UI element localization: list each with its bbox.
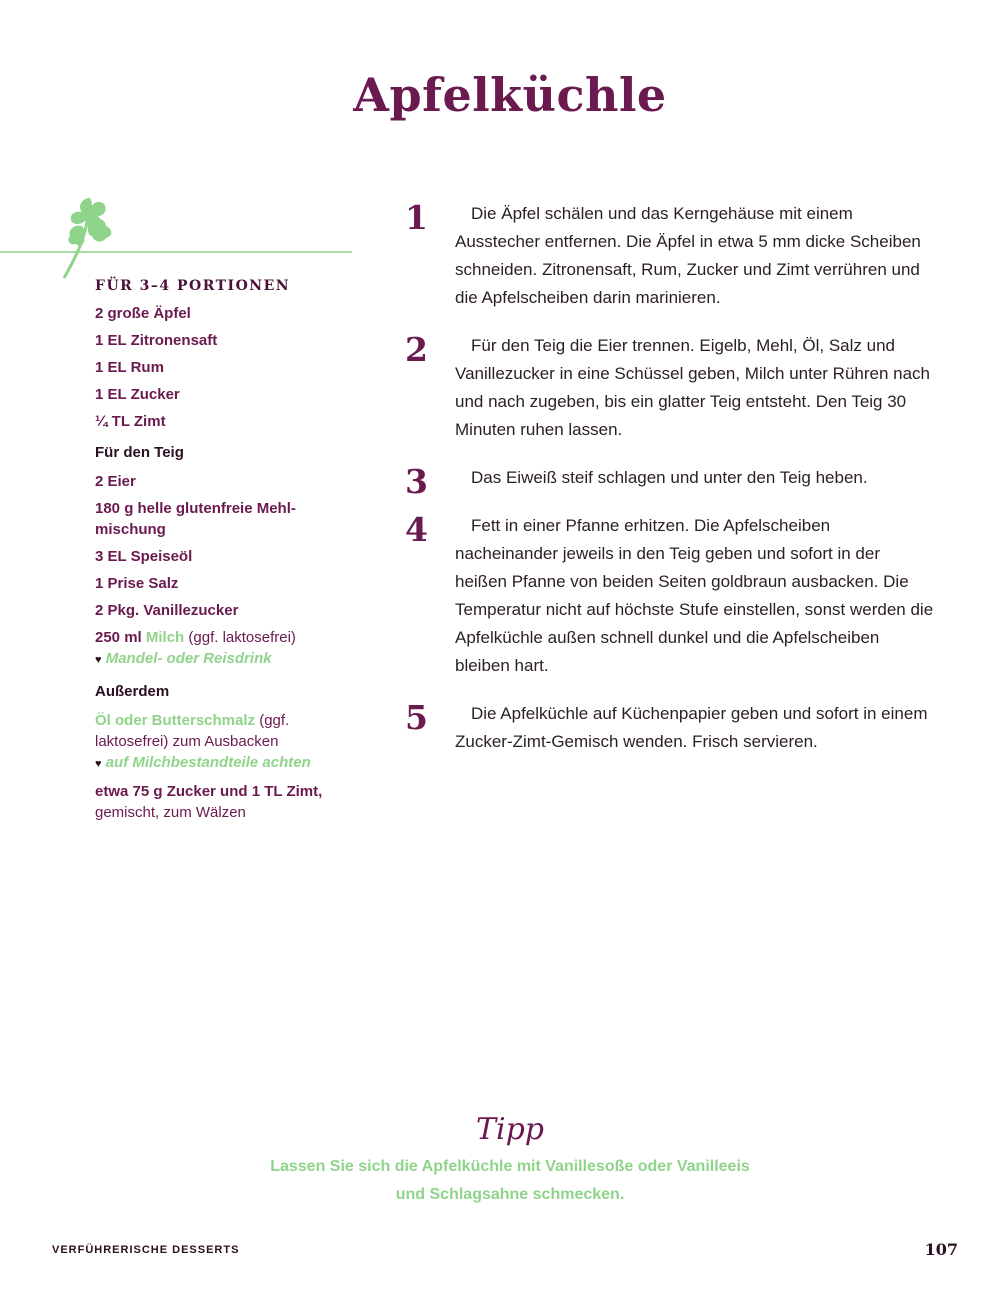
tip-title: Tipp [475, 1112, 544, 1147]
tip-text [250, 1153, 770, 1209]
sugar-amount: etwa 75 g Zucker und 1 TL Zimt, [95, 783, 323, 800]
ingredient: 3 EL Speiseöl [95, 548, 193, 565]
step-number: 3 [405, 462, 428, 501]
ingredient: 1 EL Zucker [95, 386, 180, 403]
ingredient: 180 g helle glutenfreie Mehlmischung [95, 500, 296, 538]
fat-note: auf Milchbestandteile achten [105, 754, 311, 771]
ingredient: 2 große Äpfel [95, 305, 191, 322]
heart-icon: ♥ [95, 758, 102, 770]
step [405, 700, 935, 756]
step-number: 4 [405, 510, 428, 549]
heart-icon: ♥ [95, 654, 102, 666]
ingredient: 2 Eier [95, 473, 136, 490]
step-text: Fett in einer Pfanne erhitzen. Die Apfelscheiben nacheinander jeweils in den Teig geben und sofort in der heißen Pfanne von beiden Seiten goldbraun ausbacken. Die Temperatur nicht auf höchste Stufe einstellen, sonst werden die Apfelküchle außen schnell dunkel und die Apfelscheiben bleiben hart. [455, 516, 934, 675]
ingredient-fat [95, 710, 355, 775]
ingredient: 1 EL Zitronensaft [95, 332, 218, 349]
milk-alternative: Mandel- oder Reisdrink [105, 650, 272, 667]
ingredient-sugar [95, 781, 355, 823]
fat-suffix: (ggf. laktosefrei) zum Ausbacken [95, 712, 290, 750]
ingredient: 1 Prise Salz [95, 575, 179, 592]
extra-heading: Außerdem [95, 683, 170, 700]
servings-heading: FÜR 3–4 PORTIONEN [95, 278, 291, 294]
step [405, 462, 935, 501]
milk-suffix: (ggf. laktosefrei) [188, 629, 296, 646]
step-text: Die Apfelküchle auf Küchenpapier geben und sofort in einem Zucker-Zimt-Gemisch wenden. Frisch servieren. [455, 704, 928, 751]
step-text: Die Äpfel schälen und das Kerngehäuse mit einem Ausstecher entfernen. Die Äpfel in etwa 5 mm dicke Scheiben schneiden. Zitronensaft, Rum, Zucker und Zimt verrühren und die Apfelscheiben darin marinieren. [455, 204, 921, 307]
milk-name: Milch [145, 629, 185, 646]
step-number: 5 [405, 698, 428, 737]
ingredient-milk [95, 627, 355, 671]
tip-line: Lassen Sie sich die Apfelküchle mit Vanillesoße oder Vanilleeis [270, 1158, 750, 1175]
ingredient: 2 Pkg. Vanillezucker [95, 602, 239, 619]
page-number: 107 [924, 1240, 958, 1259]
page-title: Apfelküchle [353, 68, 667, 122]
fat-name: Öl oder Butterschmalz [95, 712, 256, 729]
sugar-note: gemischt, zum Wälzen [95, 804, 246, 821]
step [405, 332, 935, 444]
ingredient: 1 EL Rum [95, 359, 164, 376]
tip-line: und Schlagsahne schmecken. [395, 1186, 625, 1203]
step-number: 1 [405, 198, 428, 237]
milk-amount: 250 ml [95, 629, 142, 646]
herb-sprig-icon [0, 190, 360, 285]
ingredients-panel [95, 276, 355, 829]
step [405, 200, 935, 312]
dough-heading: Für den Teig [95, 444, 184, 461]
instructions [405, 200, 935, 776]
ingredient: ¼ TL Zimt [95, 413, 166, 430]
step-text: Für den Teig die Eier trennen. Eigelb, Mehl, Öl, Salz und Vanillezucker in eine Schüssel geben, Milch unter Rühren nach und nach zugeben, bis ein glatter Teig entsteht. Den Teig 30 Minuten ruhen lassen. [455, 336, 931, 439]
step-text: Das Eiweiß steif schlagen und unter den Teig heben. [471, 468, 868, 487]
section-title: VERFÜHRERISCHE DESSERTS [52, 1244, 240, 1256]
step [405, 512, 935, 680]
step-number: 2 [405, 330, 428, 369]
